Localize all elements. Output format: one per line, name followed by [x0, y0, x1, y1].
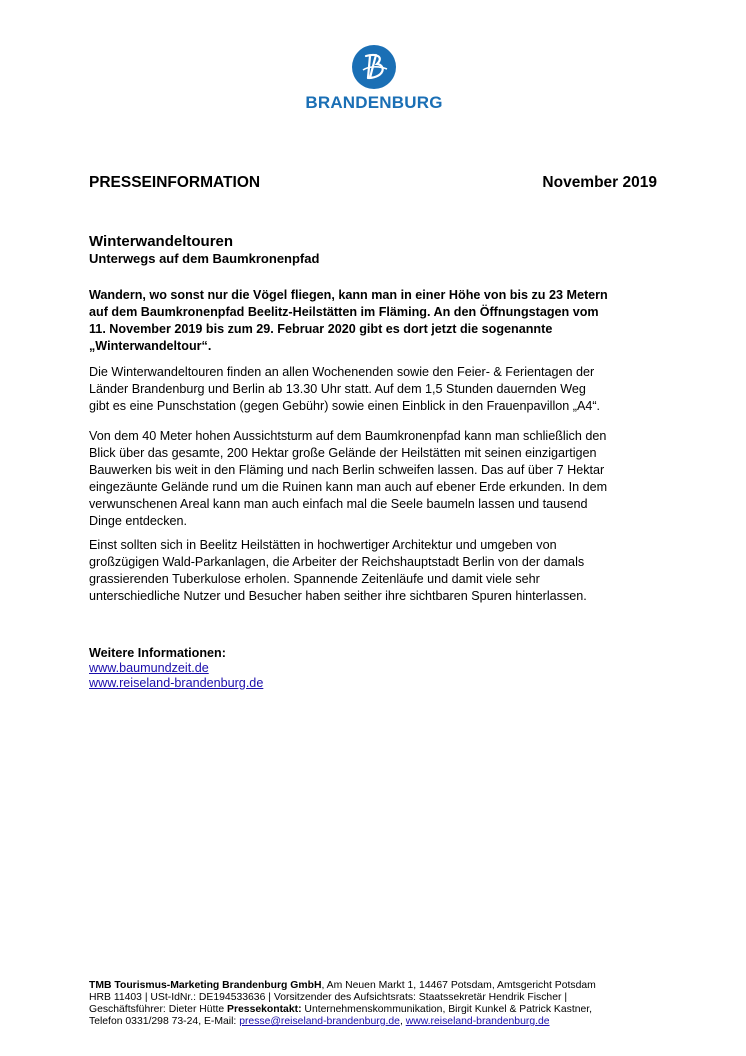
lead-paragraph [89, 287, 669, 355]
brandenburg-logo-icon [351, 44, 397, 90]
body-paragraph-3 [89, 537, 669, 605]
footer-line-2: HRB 11403 | USt-IdNr.: DE194533636 | Vorsitzender des Aufsichtsrats: Staatssekretär Hendrik Fischer | [89, 992, 568, 1003]
text-line: auf dem Baumkronenpfad Beelitz-Heilstätten im Fläming. An den Öffnungstagen vom [89, 305, 599, 319]
footer-line-1 [89, 980, 669, 992]
document-header [89, 174, 657, 192]
body-paragraph-2 [89, 428, 669, 530]
footer-company: TMB Tourismus-Marketing Brandenburg GmbH [89, 980, 322, 991]
text-line: „Winterwandeltour“. [89, 339, 212, 353]
text-line: Die Winterwandeltouren finden an allen Wochenenden sowie den Feier- & Ferientagen der [89, 365, 595, 379]
footer-press-label: Pressekontakt: [227, 1004, 302, 1015]
doc-type-label: PRESSEINFORMATION [89, 174, 261, 191]
more-info-label: Weitere Informationen: [89, 646, 226, 660]
text-line: großzügigen Wald-Parkanlagen, die Arbeiter der Reichshauptstadt Berlin von der damals [89, 555, 585, 569]
text-line: Von dem 40 Meter hohen Aussichtsturm auf dem Baumkronenpfad kann man schließlich den [89, 429, 607, 443]
article-title: Winterwandeltouren [89, 233, 234, 250]
footer-press-contact: Unternehmenskommunikation, Birgit Kunkel & Patrick Kastner, [301, 1004, 593, 1015]
text-line: Blick über das gesamte, 200 Hektar große Gelände der Heilstätten mit seinen einzigartigen [89, 446, 597, 460]
text-line: gibt es eine Punschstation (gegen Gebühr) sowie einen Einblick in den Frauenpavillon „A4“. [89, 399, 601, 413]
text-line: unterschiedliche Nutzer und Besucher haben seither ihre sichtbaren Spuren hinterlassen. [89, 589, 587, 603]
logo-wordmark: BRANDENBURG [305, 93, 443, 112]
footer-address: , Am Neuen Markt 1, 14467 Potsdam, Amtsgericht Potsdam [321, 980, 596, 991]
footer-separator: , [399, 1016, 406, 1027]
article-subtitle: Unterwegs auf dem Baumkronenpfad [89, 251, 320, 266]
text-line: Wandern, wo sonst nur die Vögel fliegen, kann man in einer Höhe von bis zu 23 Metern [89, 288, 608, 302]
footer-website-link[interactable]: www.reiseland-brandenburg.de [405, 1016, 550, 1027]
text-line: verwunschenen Areal kann man auch einfach mal die Seele baumeln lassen und tausend [89, 497, 588, 511]
text-line: Dinge entdecken. [89, 514, 188, 528]
page-footer [89, 980, 669, 1028]
footer-line-4 [89, 1016, 669, 1028]
link-baumundzeit[interactable]: www.baumundzeit.de [89, 661, 209, 675]
text-line: Länder Brandenburg und Berlin ab 13.30 Uhr statt. Auf dem 1,5 Stunden dauernden Weg [89, 382, 586, 396]
more-info-section [89, 646, 263, 691]
text-line: Einst sollten sich in Beelitz Heilstätten in hochwertiger Architektur und umgeben von [89, 538, 557, 552]
article-headline [89, 233, 657, 266]
doc-date: November 2019 [542, 174, 657, 191]
footer-ceo: Geschäftsführer: Dieter Hütte [89, 1004, 228, 1015]
text-line: 11. November 2019 bis zum 29. Februar 2020 gibt es dort jetzt die sogenannte [89, 322, 553, 336]
footer-line-3 [89, 1004, 669, 1016]
footer-phone: Telefon 0331/298 73-24, E-Mail: [89, 1016, 240, 1027]
link-reiseland[interactable]: www.reiseland-brandenburg.de [89, 676, 264, 690]
body-paragraph-1 [89, 364, 669, 415]
footer-email-link[interactable]: presse@reiseland-brandenburg.de [239, 1016, 400, 1027]
text-line: eingezäunte Gelände rund um die Ruinen kann man auch auf ebener Erde erkunden. In dem [89, 480, 608, 494]
text-line: grassierenden Tuberkulose erholen. Spannende Zeitenläufe und damit viele sehr [89, 572, 540, 586]
brand-logo [294, 44, 454, 113]
text-line: Bauwerken bis weit in den Fläming und nach Berlin schweifen lassen. Das auf über 7 Hektar [89, 463, 605, 477]
